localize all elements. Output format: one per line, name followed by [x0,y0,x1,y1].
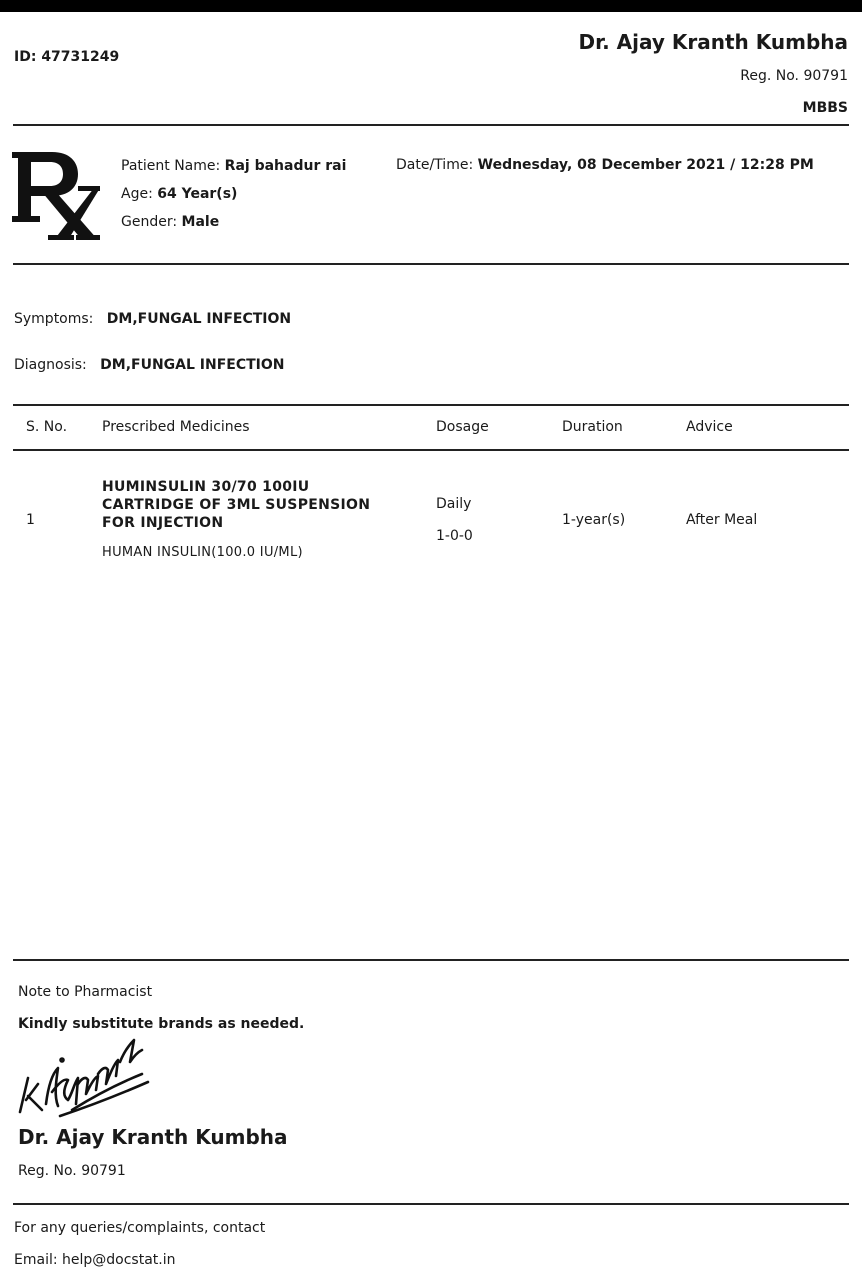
diagnosis-label: Diagnosis: [14,357,87,373]
patient-age-value: 64 Year(s) [157,186,238,202]
note-text: Kindly substitute brands as needed. [18,1016,305,1032]
patient-age [121,186,237,202]
datetime-label: Date/Time: [396,157,474,173]
patient-gender [121,214,219,230]
contact-text: For any queries/complaints, contact [14,1220,266,1236]
medicine-name: HUMINSULIN 30/70 100IU CARTRIDGE OF 3ML SUSPENSION FOR INJECTION [102,479,371,531]
divider [13,959,849,961]
symptoms-value: DM,FUNGAL INFECTION [106,311,292,327]
patient-name [121,158,346,174]
email-label: Email: [14,1252,58,1268]
advice: After Meal [686,512,758,528]
header-advice: Advice [686,419,733,435]
header-duration: Duration [562,419,623,435]
symptoms [14,311,291,327]
diagnosis [14,357,285,373]
signature-doctor-name: Dr. Ajay Kranth Kumbha [18,1125,288,1149]
patient-gender-label: Gender: [121,214,178,230]
dosage-frequency: Daily [436,496,472,512]
note-title: Note to Pharmacist [18,984,153,1000]
duration: 1-year(s) [562,512,626,528]
top-bar [0,0,862,12]
id-value: 47731249 [41,49,120,65]
id-label: ID: [14,49,37,65]
header-dosage: Dosage [436,419,489,435]
visit-datetime [396,156,836,174]
symptoms-label: Symptoms: [14,311,94,327]
dosage-pattern: 1-0-0 [436,528,473,544]
diagnosis-value: DM,FUNGAL INFECTION [100,357,285,373]
doctor-reg-number: Reg. No. 90791 [740,68,848,84]
medicine-generic: HUMAN INSULIN(100.0 IU/ML) [102,545,303,560]
table-top-border [13,404,849,406]
doctor-degree: MBBS [802,100,848,116]
divider [13,263,849,265]
table-header-border [13,449,849,451]
patient-name-value: Raj bahadur rai [224,158,347,174]
signature-image [12,1034,152,1120]
header-sno: S. No. [26,419,68,435]
patient-gender-value: Male [181,214,220,230]
doctor-name: Dr. Ajay Kranth Kumbha [578,30,848,54]
patient-name-label: Patient Name: [121,158,221,174]
rx-icon [12,148,100,240]
contact-email [14,1252,176,1268]
row-sno: 1 [26,512,35,528]
email-value[interactable]: help@docstat.in [62,1252,176,1268]
patient-age-label: Age: [121,186,153,202]
signature-reg-number: Reg. No. 90791 [18,1163,126,1179]
datetime-value: Wednesday, 08 December 2021 / 12:28 PM [477,157,814,173]
prescription-id [14,49,119,65]
divider [13,124,849,126]
header-medicines: Prescribed Medicines [102,419,250,435]
divider [13,1203,849,1205]
